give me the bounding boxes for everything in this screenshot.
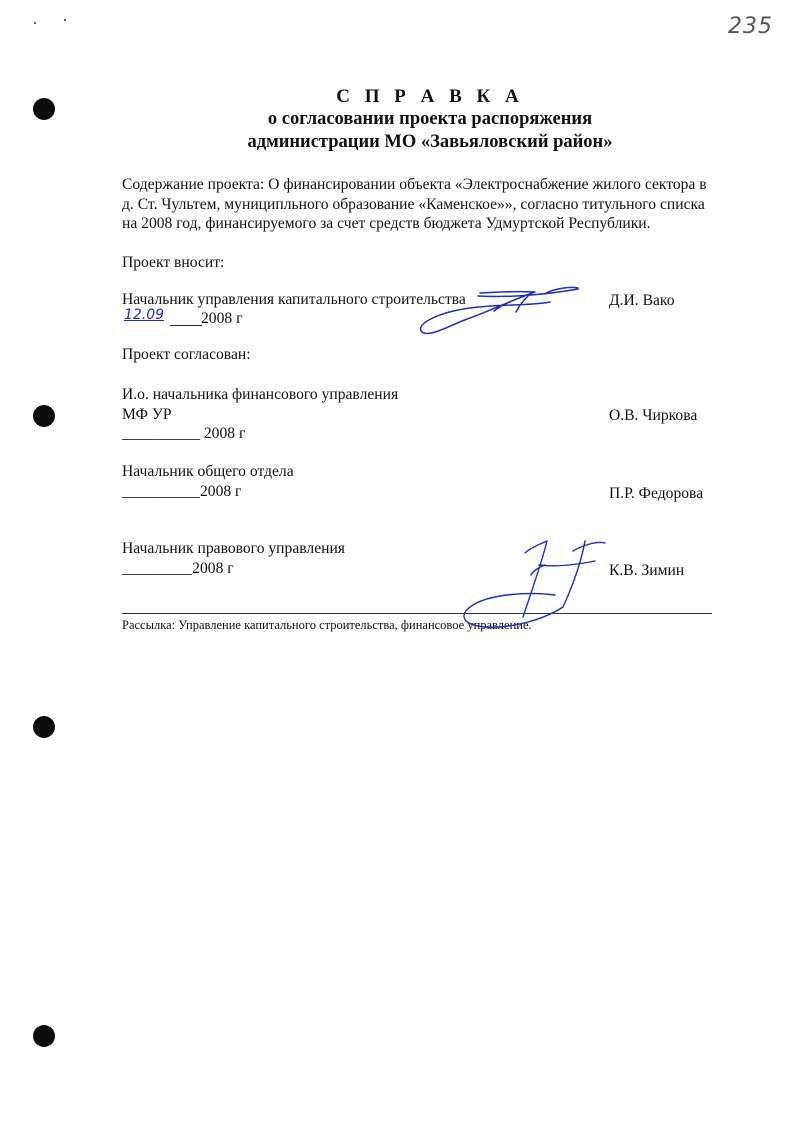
approver-position: Начальник правового управления (122, 540, 345, 557)
page-number: 235 (728, 14, 773, 39)
scan-speck (34, 22, 36, 24)
approver-position: МФ УР (122, 406, 172, 423)
submitter-date: 2008 г (201, 310, 243, 327)
distribution-list: Рассылка: Управление капитального строительства, финансовое управление. (122, 618, 532, 632)
document-title: С П Р А В К А (336, 86, 524, 107)
approver-date: __________2008 г (122, 483, 242, 500)
date-underline (170, 325, 202, 326)
approver-name: К.В. Зимин (609, 562, 685, 579)
approver-date: _________2008 г (122, 560, 234, 577)
approver-date: __________ 2008 г (122, 425, 246, 442)
content-line: Содержание проекта: О финансировании объекта «Электроснабжение жилого сектора в (122, 176, 707, 193)
submitter-date-handwritten: 12.09 (124, 307, 165, 323)
submitter-heading: Проект вносит: (122, 254, 225, 271)
submitter-name: Д.И. Вако (609, 292, 675, 309)
document-subtitle: о согласовании проекта распоряжения (267, 109, 593, 129)
punch-hole (33, 1025, 55, 1047)
document-subtitle: администрации МО «Завьяловский район» (247, 132, 613, 152)
approver-position: Начальник общего отдела (122, 463, 294, 480)
approver-name: О.В. Чиркова (609, 407, 698, 424)
approver-position: И.о. начальника финансового управления (122, 386, 399, 403)
scan-speck (64, 19, 66, 21)
signature-vako (400, 280, 600, 350)
approver-name: П.Р. Федорова (609, 485, 704, 502)
content-line: д. Ст. Чультем, муниципльного образование «Каменское»», согласно титульного списка (122, 196, 705, 213)
content-line: на 2008 год, финансируемого за счет средств бюджета Удмуртской Республики. (122, 215, 651, 232)
submitter-position: Начальник управления капитального строительства (122, 291, 466, 308)
signature-zimin (455, 535, 625, 640)
punch-hole (33, 405, 55, 427)
approvals-heading: Проект согласован: (122, 346, 251, 363)
punch-hole (33, 716, 55, 738)
